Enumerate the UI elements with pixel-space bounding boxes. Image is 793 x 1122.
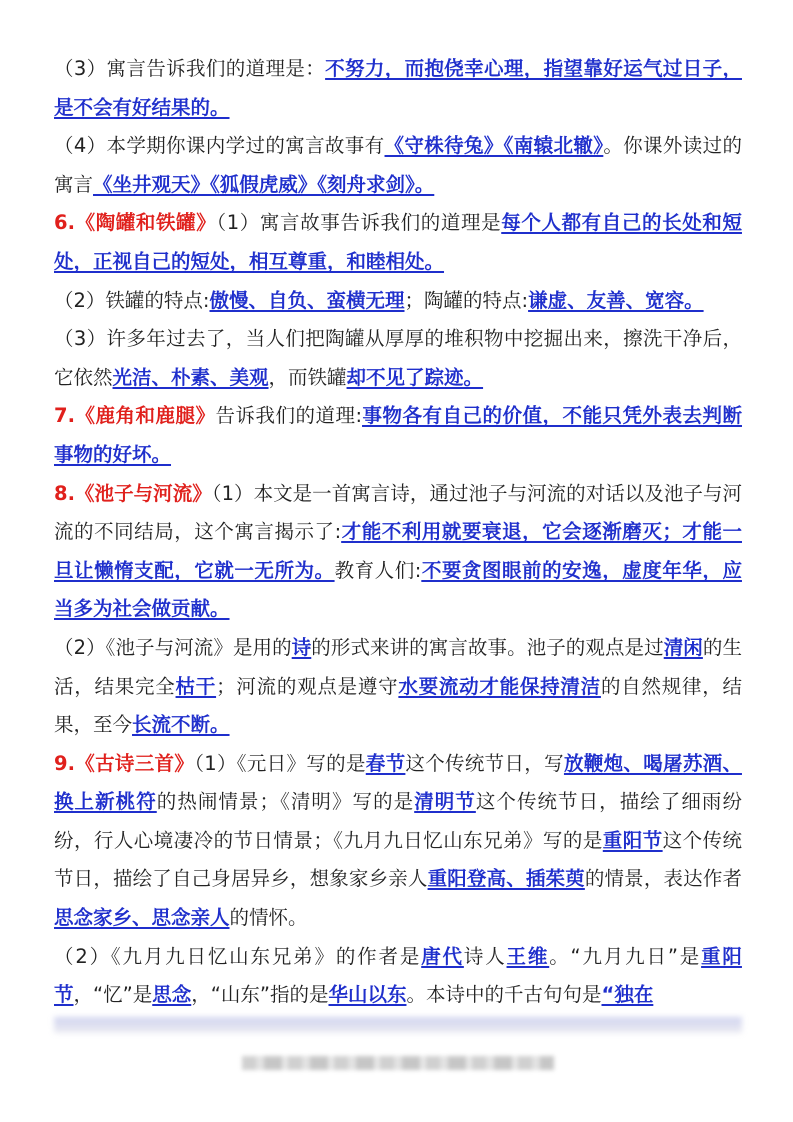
paragraph-fables-learned [54, 127, 742, 204]
question-text: 的情景，表达作者 [584, 867, 742, 891]
answer-text: 每个人都有自己的长处和短处，正视自己的短处，相互尊重，和睦相处。 [54, 211, 742, 273]
question-text: 的形式来讲的寓言故事。池子的观点是过 [311, 635, 664, 659]
answer-text: 重阳节 [54, 944, 742, 1007]
paragraph-jar-outcome [54, 320, 742, 397]
question-text: ，“山东”指的是 [191, 983, 329, 1007]
paragraph-fable-lesson [54, 50, 742, 127]
question-text: （1）寓言故事告诉我们的道理是 [216, 211, 502, 235]
section-number: 6. [54, 211, 75, 235]
answer-text: 思念 [152, 983, 192, 1007]
answer-text: 《守株待兔》《南辕北辙》 [384, 134, 604, 158]
answer-text: 水要流动才能保持清洁 [398, 674, 601, 698]
question-text: 的热闹情景；《清明》写的是 [156, 790, 415, 814]
question-text: 这个传统节日，写 [405, 751, 564, 775]
section-9-heading-paragraph [54, 745, 742, 938]
answer-text: 光洁、朴素、美观 [112, 365, 269, 389]
question-text: （2）《池子与河流》是用的 [54, 635, 292, 659]
question-text: 诗人 [463, 944, 507, 968]
blurred-footer-watermark [242, 1056, 554, 1070]
paragraph-poem-author [54, 938, 742, 1015]
answer-text: 放鞭炮、喝屠苏酒、换上新桃符 [54, 751, 742, 814]
section-title: 《鹿角和鹿腿》 [74, 404, 216, 428]
question-text: 告诉我们的道理: [215, 404, 363, 428]
question-text: 这个传统节日，描绘了细雨纷纷，行人心境凄冷的节日情景；《九月九日忆山东兄弟》写的是 [54, 790, 742, 852]
document-body [54, 50, 742, 1015]
question-text: （3）寓言告诉我们的道理是： [54, 57, 326, 80]
section-number: 9. [54, 751, 75, 775]
answer-text: 才能不利用就要衰退，它会逐渐磨灭；才能一旦让懒惰支配，它就一无所为。 [54, 520, 742, 582]
question-text: 的生活，结果完全 [54, 635, 742, 698]
paragraph-jar-traits [54, 282, 742, 321]
question-text: 教育人们: [334, 558, 422, 582]
section-title: 《陶罐和铁罐》 [74, 211, 217, 235]
answer-text: 不努力，而抱侥幸心理，指望靠好运气过日子，是不会有好结果的。 [54, 57, 742, 119]
answer-text: 《坐井观天》《狐假虎威》《刻舟求剑》。 [93, 172, 435, 196]
answer-text: 清明节 [414, 790, 476, 814]
answer-text: 思念家乡、思念亲人 [54, 906, 230, 930]
answer-text: 事物各有自己的价值，不能只凭外表去判断事物的好坏。 [54, 404, 742, 466]
question-text: 。“九月九日”是 [549, 944, 702, 968]
answer-text: 长流不断。 [132, 713, 230, 737]
answer-text: 重阳登高、插茱萸 [427, 867, 585, 891]
blurred-text-band [54, 1017, 742, 1033]
question-text: 的自然规律，结果，至今 [54, 674, 742, 737]
answer-text: 却不见了踪迹。 [346, 365, 484, 389]
question-text: ，“忆”是 [73, 983, 153, 1007]
answer-text: 枯干 [175, 674, 217, 698]
question-text: 的情怀。 [229, 906, 308, 930]
section-6-heading-paragraph [54, 204, 742, 281]
paragraph-pond-river [54, 629, 742, 745]
question-text: （4）本学期你课内学过的寓言故事有 [54, 134, 385, 158]
answer-text: 诗 [291, 635, 312, 659]
question-text: 这个传统节日，描绘了自己身居异乡，想象家乡亲人 [54, 828, 742, 891]
section-7-heading-paragraph [54, 397, 742, 474]
answer-text: 华山以东 [328, 983, 407, 1007]
answer-text: “独在 [601, 983, 654, 1007]
question-text: （1）本文是一首寓言诗，通过池子与河流的对话以及池子与河流的不同结局，这个寓言揭示了: [54, 481, 742, 544]
section-title: 《古诗三首》 [74, 751, 195, 775]
section-8-heading-paragraph [54, 475, 742, 629]
question-text: （2）铁罐的特点: [54, 288, 210, 312]
answer-text: 重阳节 [602, 828, 663, 852]
question-text: ；河流的观点是遵守 [216, 674, 399, 698]
section-number: 7. [54, 404, 75, 428]
question-text: 。你课外读过的寓言 [54, 134, 742, 196]
section-title: 《池子与河流》 [74, 481, 212, 505]
question-text: （2）《九月九日忆山东兄弟》的作者是 [54, 944, 422, 968]
answer-text: 谦虚、友善、宽容。 [528, 288, 704, 312]
question-text: ；陶罐的特点: [404, 288, 529, 312]
section-number: 8. [54, 481, 75, 505]
answer-text: 春节 [365, 751, 406, 775]
answer-text: 清闲 [663, 635, 703, 659]
answer-text: 傲慢、自负、蛮横无理 [209, 288, 405, 312]
question-text: 。本诗中的千古句句是 [406, 983, 602, 1007]
question-text: ，而铁罐 [268, 365, 347, 389]
answer-text: 不要贪图眼前的安逸，虚度年华，应当多为社会做贡献。 [54, 558, 742, 621]
answer-text: 唐代 [421, 944, 464, 968]
question-text: （1）《元日》写的是 [194, 751, 366, 775]
answer-text: 王维 [506, 944, 550, 968]
question-text: （3）许多年过去了，当人们把陶罐从厚厚的堆积物中挖掘出来，擦洗干净后，它依然 [54, 327, 742, 389]
